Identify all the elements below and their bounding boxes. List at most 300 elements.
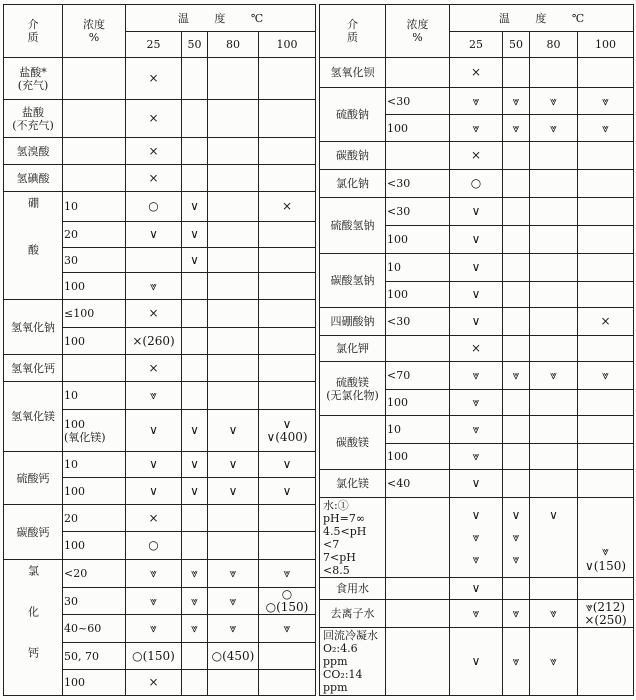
concentration-cell	[386, 58, 450, 88]
rating-cell-100	[259, 532, 316, 560]
medium-cell	[4, 165, 63, 192]
medium-name: 回流冷凝水 O₂:4.6 ppm CO₂:14 ppm	[323, 629, 378, 694]
rating-cell-100	[259, 273, 316, 300]
rating-cell-80	[208, 248, 259, 273]
concentration-cell: 10	[63, 192, 126, 222]
rating-cell-25: ×	[126, 100, 182, 138]
rating-cell-50	[503, 444, 530, 470]
table-row	[320, 198, 634, 226]
header-temperature: 温 度 ℃	[450, 5, 634, 32]
rating-cell-100	[578, 628, 634, 696]
rating-cell-50: ⩔	[503, 362, 530, 390]
rating-cell-25: ⩔	[450, 88, 503, 115]
medium-name: 氢氧化钡	[330, 66, 375, 79]
rating-cell-80	[208, 355, 259, 382]
medium-cell	[4, 452, 63, 505]
concentration-cell: 50, 70	[63, 643, 126, 670]
concentration-cell	[63, 355, 126, 382]
rating-cell-80	[530, 308, 578, 336]
concentration-cell: <30	[386, 198, 450, 226]
table-row	[320, 336, 634, 362]
medium-name: 去离子水	[330, 607, 375, 620]
rating-cell-25: ⩔	[126, 588, 182, 615]
rating-cell-80: ∨	[208, 410, 259, 452]
rating-cell-50	[182, 355, 208, 382]
rating-cell-25: ×	[126, 355, 182, 382]
rating-cell-100	[259, 138, 316, 165]
concentration-cell: 100	[386, 444, 450, 470]
medium-cell	[320, 498, 386, 578]
rating-cell-50	[503, 226, 530, 254]
left-table-header	[4, 5, 316, 58]
medium-name: 氢溴酸	[16, 144, 50, 158]
rating-cell-50: ∨	[182, 452, 208, 478]
medium-cell	[320, 308, 386, 336]
rating-cell-80	[208, 273, 259, 300]
rating-cell-50: ∨	[182, 192, 208, 222]
rating-cell-80: ⩔	[208, 588, 259, 615]
concentration-cell	[63, 165, 126, 192]
rating-cell-50: ∨	[182, 248, 208, 273]
rating-cell-100: ○ ○(150)	[259, 588, 316, 615]
rating-cell-25: ⩔	[126, 273, 182, 300]
rating-cell-50: ⩔	[503, 628, 530, 696]
rating-cell-80	[208, 192, 259, 222]
table-row	[4, 138, 316, 165]
rating-cell-80	[530, 254, 578, 282]
medium-name: 硫酸钠	[336, 108, 369, 121]
rating-cell-25: ∨ ⩔ ⩔	[450, 498, 503, 578]
medium-cell	[4, 382, 63, 452]
rating-cell-100	[259, 300, 316, 328]
table-row	[320, 498, 634, 578]
rating-cell-25: ∨	[450, 198, 503, 226]
concentration-cell	[63, 138, 126, 165]
rating-cell-25: ×	[126, 58, 182, 100]
rating-cell-50	[182, 273, 208, 300]
medium-name: 水:① pH=7∞ 4.5<pH <7 7<pH <8.5	[323, 498, 367, 577]
rating-cell-25: ⩔	[126, 560, 182, 588]
rating-cell-50	[182, 505, 208, 532]
medium-cell	[4, 100, 63, 138]
rating-cell-100	[259, 222, 316, 248]
header-temp-80: 80	[530, 32, 578, 58]
rating-cell-80	[530, 198, 578, 226]
rating-cell-50	[503, 254, 530, 282]
header-temp-100: 100	[578, 32, 634, 58]
medium-name: 氢氧化镁	[11, 410, 55, 423]
rating-cell-100: ∨	[259, 452, 316, 478]
rating-cell-100	[259, 643, 316, 670]
concentration-cell: 20	[63, 505, 126, 532]
table-row	[320, 416, 634, 444]
medium-cell	[4, 355, 63, 382]
concentration-cell	[386, 498, 450, 578]
rating-cell-100: ⩔	[578, 115, 634, 142]
table-row	[4, 300, 316, 328]
medium-cell	[4, 58, 63, 100]
concentration-cell: <40	[386, 470, 450, 498]
rating-cell-80	[530, 142, 578, 170]
table-row	[320, 628, 634, 696]
concentration-cell: <30	[386, 170, 450, 198]
rating-cell-80: ⩔	[530, 628, 578, 696]
concentration-cell	[386, 600, 450, 628]
medium-cell	[320, 336, 386, 362]
rating-cell-25: ×	[126, 670, 182, 696]
rating-cell-25: ×	[126, 138, 182, 165]
medium-name: 硫酸氢钠	[330, 219, 375, 232]
table-row	[320, 170, 634, 198]
rating-cell-100: ⩔(212) ×(250)	[578, 600, 634, 628]
rating-cell-100: ∨	[259, 478, 316, 505]
concentration-cell: 100	[386, 115, 450, 142]
rating-cell-100	[259, 355, 316, 382]
rating-cell-50: ⩔	[503, 115, 530, 142]
rating-cell-50	[182, 532, 208, 560]
rating-cell-100	[259, 382, 316, 410]
table-row	[4, 165, 316, 192]
concentration-cell: <30	[386, 88, 450, 115]
rating-cell-50	[503, 336, 530, 362]
rating-cell-25: ×	[126, 505, 182, 532]
concentration-cell: 20	[63, 222, 126, 248]
concentration-cell: ≤100	[63, 300, 126, 328]
rating-cell-100	[578, 282, 634, 308]
rating-cell-25: ×	[126, 300, 182, 328]
header-medium: 介 质	[4, 5, 63, 58]
rating-cell-25: ⩔	[450, 390, 503, 416]
concentration-cell: 100 (氧化镁)	[63, 410, 126, 452]
rating-cell-50	[182, 300, 208, 328]
table-row	[320, 58, 634, 88]
header-temp-25: 25	[126, 32, 182, 58]
medium-cell	[320, 628, 386, 696]
table-row	[4, 192, 316, 222]
rating-cell-80	[530, 58, 578, 88]
rating-cell-25: ⩔	[450, 600, 503, 628]
rating-cell-100	[578, 336, 634, 362]
rating-cell-80	[208, 532, 259, 560]
rating-cell-100	[578, 470, 634, 498]
concentration-cell: <30	[386, 308, 450, 336]
rating-cell-50	[503, 282, 530, 308]
concentration-cell: 100	[386, 282, 450, 308]
header-temp-100: 100	[259, 32, 316, 58]
rating-cell-80	[208, 300, 259, 328]
rating-cell-80: ⩔	[530, 88, 578, 115]
concentration-cell: 30	[63, 588, 126, 615]
rating-cell-25: ⩔	[126, 382, 182, 410]
medium-cell	[320, 600, 386, 628]
corrosion-table-left	[3, 4, 316, 696]
header-temp-80: 80	[208, 32, 259, 58]
rating-cell-100: ∨ ∨(400)	[259, 410, 316, 452]
rating-cell-80	[530, 578, 578, 600]
rating-cell-100	[259, 248, 316, 273]
rating-cell-25: ○	[126, 532, 182, 560]
table-row	[4, 560, 316, 588]
rating-cell-80	[208, 328, 259, 355]
rating-cell-80	[208, 222, 259, 248]
concentration-cell: 100	[63, 273, 126, 300]
rating-cell-25: ○(150)	[126, 643, 182, 670]
rating-cell-50: ∨	[182, 410, 208, 452]
rating-cell-80	[208, 382, 259, 410]
medium-name: 硫酸钙	[16, 471, 50, 485]
rating-cell-25: ×	[450, 142, 503, 170]
table-row	[320, 362, 634, 390]
medium-name: 食用水	[336, 582, 369, 595]
rating-cell-80	[208, 505, 259, 532]
rating-cell-100	[259, 505, 316, 532]
medium-name: 硼酸	[26, 197, 40, 291]
header-temp-50: 50	[182, 32, 208, 58]
header-concentration: 浓度 %	[63, 5, 126, 58]
concentration-cell: 100	[386, 226, 450, 254]
table-row	[320, 88, 634, 115]
rating-cell-50	[182, 643, 208, 670]
rating-cell-100	[259, 58, 316, 100]
rating-cell-100	[259, 165, 316, 192]
rating-cell-100	[259, 328, 316, 355]
rating-cell-100	[578, 170, 634, 198]
rating-cell-25: ⩔	[450, 444, 503, 470]
rating-cell-50	[503, 170, 530, 198]
medium-name: 氯化钾	[336, 342, 369, 355]
concentration-cell: 10	[63, 452, 126, 478]
concentration-cell	[386, 336, 450, 362]
rating-cell-25: ×(260)	[126, 328, 182, 355]
rating-cell-100	[578, 578, 634, 600]
rating-cell-100: ⩔	[259, 615, 316, 643]
rating-cell-100	[578, 58, 634, 88]
medium-name: 四硼酸钠	[330, 315, 375, 328]
rating-cell-80: ⩔	[530, 600, 578, 628]
table-row	[4, 100, 316, 138]
rating-cell-80: ⩔	[208, 560, 259, 588]
rating-cell-50	[503, 416, 530, 444]
concentration-cell: <20	[63, 560, 126, 588]
medium-cell	[320, 88, 386, 142]
medium-name: 碳酸镁	[336, 436, 369, 449]
rating-cell-80	[208, 58, 259, 100]
concentration-cell: 100	[63, 478, 126, 505]
rating-cell-25: ∨	[450, 254, 503, 282]
rating-cell-50	[182, 58, 208, 100]
rating-cell-50	[503, 142, 530, 170]
rating-cell-50: ∨ ⩔ ⩔	[503, 498, 530, 578]
left-table-body	[4, 58, 316, 696]
medium-cell	[320, 170, 386, 198]
rating-cell-50	[182, 165, 208, 192]
rating-cell-80	[530, 336, 578, 362]
header-concentration: 浓度 %	[386, 5, 450, 58]
rating-cell-50	[503, 58, 530, 88]
medium-name: 碳酸钙	[16, 525, 50, 539]
rating-cell-80	[530, 444, 578, 470]
rating-cell-25: ∨	[126, 452, 182, 478]
rating-cell-80	[530, 416, 578, 444]
right-table-header	[320, 5, 634, 58]
medium-name: 盐酸* (充气)	[17, 65, 49, 92]
rating-cell-80	[208, 670, 259, 696]
concentration-cell: 100	[63, 328, 126, 355]
rating-cell-25: ○	[450, 170, 503, 198]
rating-cell-25: ⩔	[450, 115, 503, 142]
medium-cell	[320, 254, 386, 308]
rating-cell-100	[578, 416, 634, 444]
rating-cell-25: ∨	[450, 470, 503, 498]
rating-cell-25	[126, 248, 182, 273]
rating-cell-25: ∨	[450, 308, 503, 336]
concentration-cell: <70	[386, 362, 450, 390]
rating-cell-25: ∨	[450, 578, 503, 600]
rating-cell-100: ⩔	[578, 88, 634, 115]
rating-cell-80	[208, 165, 259, 192]
medium-cell	[4, 138, 63, 165]
rating-cell-100: ×	[259, 192, 316, 222]
rating-cell-80	[530, 170, 578, 198]
header-temp-25: 25	[450, 32, 503, 58]
rating-cell-80	[530, 282, 578, 308]
table-row	[4, 382, 316, 410]
rating-cell-100	[578, 226, 634, 254]
concentration-cell: 100	[63, 670, 126, 696]
rating-cell-80	[530, 470, 578, 498]
rating-cell-50: ⩔	[182, 560, 208, 588]
rating-cell-50: ∨	[182, 222, 208, 248]
table-row	[320, 578, 634, 600]
rating-cell-100: ⩔ ∨(150)	[578, 498, 634, 578]
rating-cell-100: ⩔	[578, 362, 634, 390]
rating-cell-25: ○	[126, 192, 182, 222]
rating-cell-100	[578, 198, 634, 226]
table-row	[320, 254, 634, 282]
rating-cell-25: ×	[126, 165, 182, 192]
header-medium: 介 质	[320, 5, 386, 58]
concentration-cell	[386, 142, 450, 170]
medium-cell	[4, 505, 63, 560]
rating-cell-50	[503, 578, 530, 600]
medium-name: 硫酸镁 (无氯化物)	[326, 375, 379, 402]
medium-cell	[320, 58, 386, 88]
table-row	[4, 452, 316, 478]
rating-cell-80: ⩔	[530, 362, 578, 390]
rating-cell-80: ∨	[530, 498, 578, 578]
rating-cell-50	[182, 100, 208, 138]
rating-cell-80	[530, 226, 578, 254]
right-table-body	[320, 58, 634, 696]
rating-cell-50	[503, 470, 530, 498]
rating-cell-100	[259, 100, 316, 138]
rating-cell-100	[578, 444, 634, 470]
table-row	[4, 355, 316, 382]
rating-cell-80	[208, 138, 259, 165]
concentration-cell: 40~60	[63, 615, 126, 643]
rating-cell-25: ×	[450, 58, 503, 88]
rating-cell-50	[503, 390, 530, 416]
rating-cell-25: ⩔	[126, 615, 182, 643]
medium-cell	[320, 142, 386, 170]
table-row	[320, 470, 634, 498]
concentration-cell	[386, 578, 450, 600]
rating-cell-80: ⩔	[208, 615, 259, 643]
rating-cell-25: ∨	[450, 226, 503, 254]
medium-cell	[4, 300, 63, 355]
rating-cell-80: ∨	[208, 452, 259, 478]
concentration-cell	[386, 628, 450, 696]
medium-name: 盐酸 (不充气)	[12, 105, 54, 132]
concentration-cell: 100	[63, 532, 126, 560]
rating-cell-80: ⩔	[530, 115, 578, 142]
rating-cell-25: ∨	[126, 222, 182, 248]
rating-cell-25: ×	[450, 336, 503, 362]
concentration-cell: 30	[63, 248, 126, 273]
rating-cell-25: ∨	[126, 410, 182, 452]
rating-cell-25: ∨	[126, 478, 182, 505]
rating-cell-50	[182, 138, 208, 165]
medium-name: 碳酸氢钠	[330, 274, 375, 287]
rating-cell-100	[578, 390, 634, 416]
rating-cell-25: ⩔	[450, 416, 503, 444]
medium-cell	[320, 198, 386, 254]
medium-name: 氯化钠	[336, 177, 369, 190]
medium-cell	[4, 192, 63, 300]
corrosion-table-right	[319, 4, 634, 696]
medium-name: 氢氧化钠	[11, 320, 55, 334]
rating-cell-100	[578, 254, 634, 282]
table-row	[320, 308, 634, 336]
table-row	[4, 505, 316, 532]
header-temp-50: 50	[503, 32, 530, 58]
concentration-cell: 10	[63, 382, 126, 410]
rating-cell-25: ∨	[450, 628, 503, 696]
rating-cell-50: ⩔	[182, 615, 208, 643]
medium-name: 氯化镁	[336, 477, 369, 490]
concentration-cell: 10	[386, 416, 450, 444]
medium-name: 氢氧化钙	[11, 361, 55, 375]
rating-cell-50	[182, 670, 208, 696]
rating-cell-50	[182, 328, 208, 355]
rating-cell-50: ∨	[182, 478, 208, 505]
medium-cell	[320, 416, 386, 470]
rating-cell-80: ∨	[208, 478, 259, 505]
concentration-cell	[63, 58, 126, 100]
table-row	[320, 600, 634, 628]
rating-cell-25: ⩔	[450, 362, 503, 390]
medium-cell	[320, 362, 386, 416]
table-row	[4, 58, 316, 100]
medium-name: 氯化钙	[26, 564, 40, 688]
medium-name: 碳酸钠	[336, 149, 369, 162]
medium-cell	[320, 470, 386, 498]
concentration-cell	[63, 100, 126, 138]
rating-cell-100	[259, 670, 316, 696]
medium-cell	[4, 560, 63, 696]
rating-cell-80	[208, 100, 259, 138]
rating-cell-80: ○(450)	[208, 643, 259, 670]
rating-cell-50: ⩔	[503, 88, 530, 115]
medium-name: 氢碘酸	[16, 171, 50, 185]
rating-cell-50	[182, 382, 208, 410]
rating-cell-50: ⩔	[182, 588, 208, 615]
rating-cell-50	[503, 198, 530, 226]
concentration-cell: 10	[386, 254, 450, 282]
table-row	[320, 142, 634, 170]
concentration-cell: 100	[386, 390, 450, 416]
rating-cell-100	[578, 142, 634, 170]
